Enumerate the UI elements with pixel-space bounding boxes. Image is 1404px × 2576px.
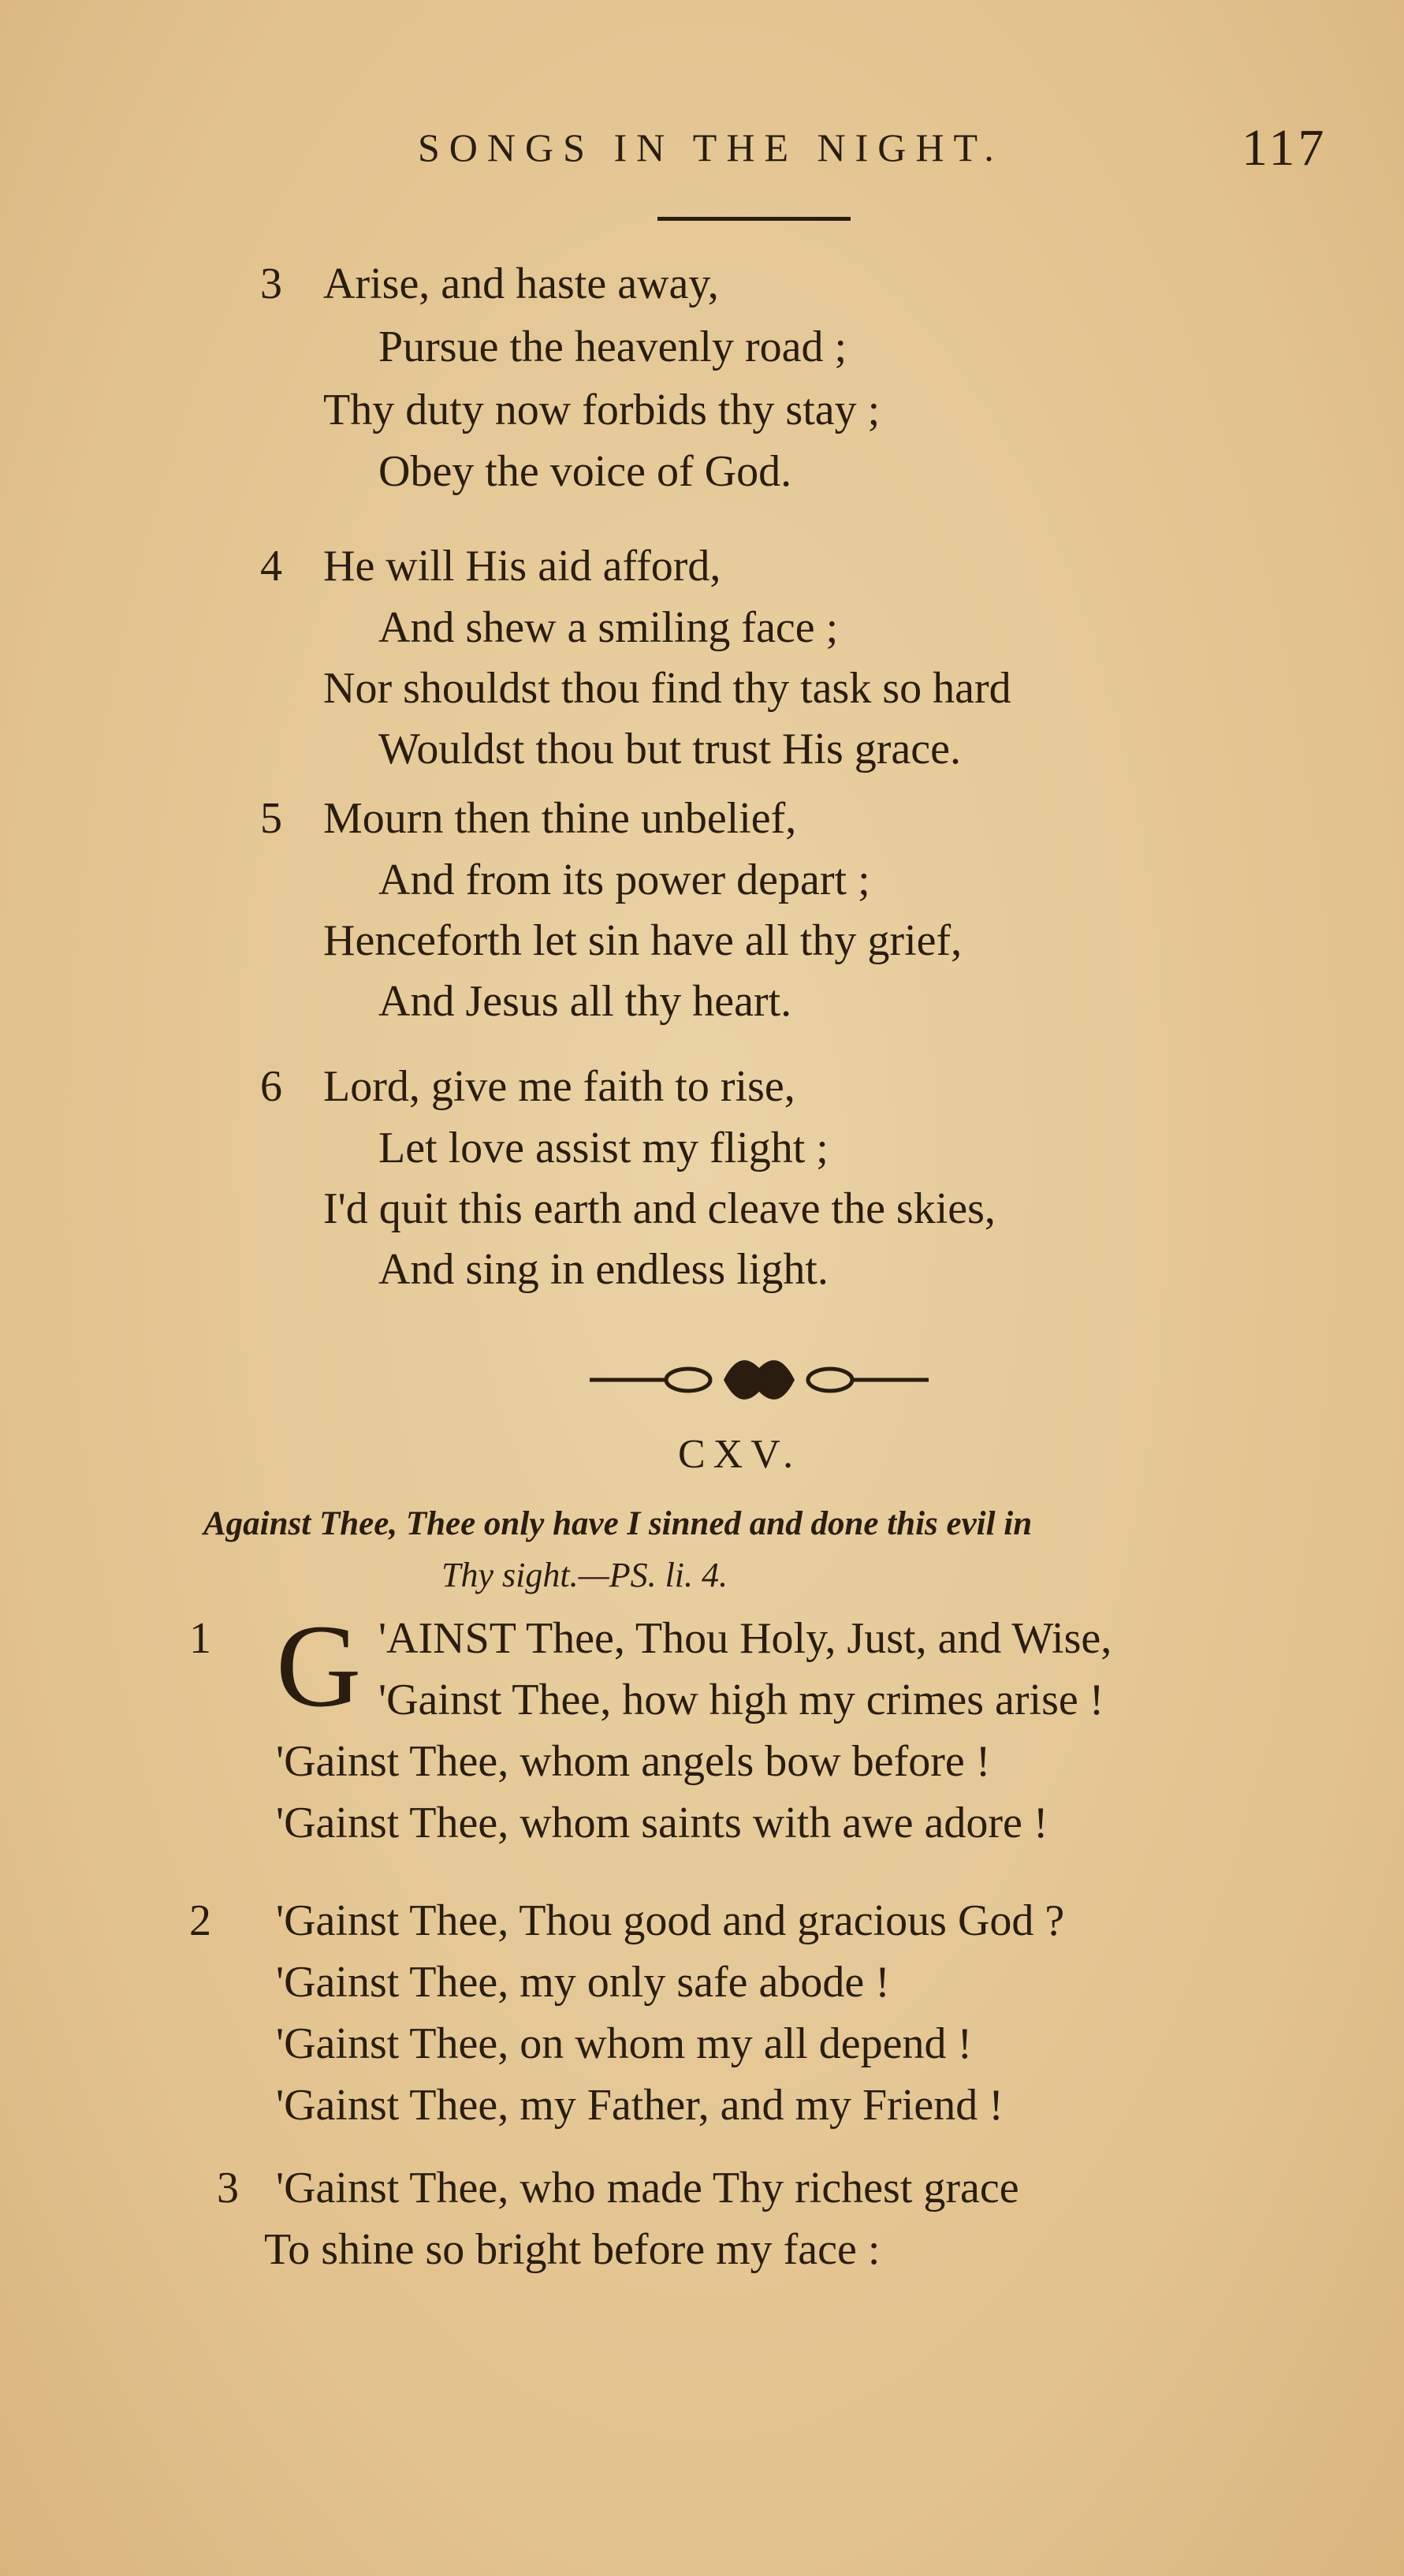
verse-line: 'Gainst Thee, who made Thy richest grace — [276, 2164, 1019, 2213]
verse-line: To shine so bright before my face : — [264, 2225, 881, 2274]
verse-line: 'Gainst Thee, whom angels bow before ! — [276, 1737, 991, 1786]
header-rule — [657, 217, 851, 221]
verse-line: He will His aid afford, — [323, 542, 721, 591]
verse-line: And sing in endless light. — [378, 1245, 829, 1294]
epigraph-line-2: Thy sight.—PS. li. 4. — [441, 1556, 728, 1594]
verse-line: Nor shouldst thou find thy task so hard — [323, 664, 1011, 713]
verse-line: Thy duty now forbids thy stay ; — [323, 386, 881, 434]
verse-line: Lord, give me faith to rise, — [323, 1062, 795, 1111]
running-title: SONGS IN THE NIGHT. — [418, 125, 1004, 170]
verse-line: Mourn then thine unbelief, — [323, 794, 797, 843]
fleuron-ornament — [590, 1348, 929, 1411]
verse-line: 'Gainst Thee, my only safe abode ! — [276, 1958, 890, 2007]
epigraph-line-1: Against Thee, Thee only have I sinned and done this evil in — [203, 1505, 1033, 1542]
verse-number: 3 — [217, 2164, 239, 2213]
verse-number: 1 — [189, 1614, 211, 1663]
verse-number: 3 — [260, 259, 282, 308]
verse-number: 6 — [260, 1062, 282, 1111]
verse-line: And shew a smiling face ; — [378, 603, 839, 652]
verse-line: Arise, and haste away, — [323, 259, 719, 308]
verse-line: 'Gainst Thee, my Father, and my Friend ! — [276, 2081, 1004, 2130]
hymn-number: CXV. — [678, 1432, 802, 1477]
verse-line: 'Gainst Thee, on whom my all depend ! — [276, 2019, 973, 2068]
verse-line: I'd quit this earth and cleave the skies, — [323, 1184, 996, 1233]
verse-line: Wouldst thou but trust His grace. — [378, 725, 961, 774]
verse-line: 'Gainst Thee, whom saints with awe adore ! — [276, 1799, 1048, 1847]
verse-number: 4 — [260, 542, 282, 591]
verse-line: Let love assist my flight ; — [378, 1124, 829, 1172]
verse-line: Pursue the heavenly road ; — [378, 322, 847, 371]
verse-line: Henceforth let sin have all thy grief, — [323, 916, 963, 965]
verse-number: 5 — [260, 794, 282, 843]
verse-line: 'Gainst Thee, Thou good and gracious God ? — [276, 1896, 1065, 1945]
verse-line: And Jesus all thy heart. — [378, 977, 792, 1026]
page-number: 117 — [1242, 119, 1328, 177]
verse-line: 'Gainst Thee, how high my crimes arise ! — [378, 1676, 1104, 1724]
verse-line: And from its power depart ; — [378, 856, 870, 904]
running-header — [418, 119, 1328, 180]
verse-line: 'AINST Thee, Thou Holy, Just, and Wise, — [378, 1614, 1112, 1663]
verse-line: Obey the voice of God. — [378, 447, 792, 496]
drop-cap: G — [276, 1601, 362, 1732]
verse-number: 2 — [189, 1896, 211, 1945]
